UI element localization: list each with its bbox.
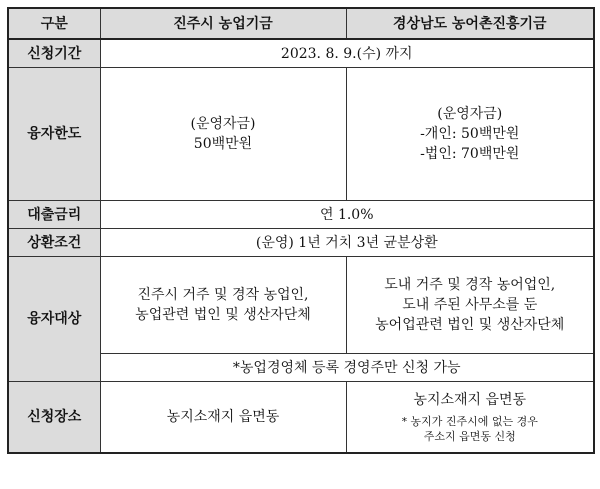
value-place-jinju: 농지소재지 읍면동 <box>100 382 346 454</box>
target-gyeongnam-line: 도내 주된 사무소를 둔 <box>402 297 538 313</box>
table-row-period <box>8 39 594 68</box>
value-limit-jinju <box>100 68 346 201</box>
label-period: 신청기간 <box>8 39 100 68</box>
label-rate: 대출금리 <box>8 201 100 229</box>
limit-gyeongnam-line: (운영자금) <box>437 106 503 122</box>
value-rate: 연 1.0% <box>100 201 594 229</box>
limit-gyeongnam-line: -개인: 50백만원 <box>420 126 520 142</box>
value-repay: (운영) 1년 거치 3년 균분상환 <box>100 229 594 257</box>
fund-comparison-table-wrapper <box>7 7 593 482</box>
target-gyeongnam-line: 농어업관련 법인 및 생산자단체 <box>375 317 565 333</box>
label-limit: 융자한도 <box>8 68 100 201</box>
header-gyeongnam-fund: 경상남도 농어촌진흥기금 <box>346 8 594 39</box>
table-row-target <box>8 257 594 354</box>
limit-gyeongnam-line: -법인: 70백만원 <box>420 146 520 162</box>
place-gyeongnam-main: 농지소재지 읍면동 <box>413 392 527 408</box>
target-gyeongnam-line: 도내 거주 및 경작 농어업인, <box>384 277 556 293</box>
label-place: 신청장소 <box>8 382 100 454</box>
label-repay: 상환조건 <box>8 229 100 257</box>
limit-jinju-line: 50백만원 <box>193 136 253 152</box>
value-target-note: *농업경영체 등록 경영주만 신청 가능 <box>100 354 594 382</box>
place-gyeongnam-note: * 농지가 진주시에 없는 경우 <box>401 415 538 428</box>
value-period: 2023. 8. 9.(수) 까지 <box>100 39 594 68</box>
label-target: 융자대상 <box>8 257 100 382</box>
header-category: 구분 <box>8 8 100 39</box>
limit-jinju-line: (운영자금) <box>190 116 256 132</box>
value-target-jinju <box>100 257 346 354</box>
value-limit-gyeongnam <box>346 68 594 201</box>
place-gyeongnam-note: 주소지 읍면동 신청 <box>423 430 516 443</box>
target-jinju-line: 농업관련 법인 및 생산자단체 <box>135 307 311 323</box>
target-jinju-line: 진주시 거주 및 경작 농업인, <box>137 287 309 303</box>
table-row-rate <box>8 201 594 229</box>
value-place-gyeongnam <box>346 382 594 454</box>
table-row-repay <box>8 229 594 257</box>
table-header-row <box>8 8 594 39</box>
fund-comparison-table <box>7 7 595 454</box>
table-row-limit <box>8 68 594 201</box>
table-row-place <box>8 382 594 454</box>
value-target-gyeongnam <box>346 257 594 354</box>
header-jinju-fund: 진주시 농업기금 <box>100 8 346 39</box>
